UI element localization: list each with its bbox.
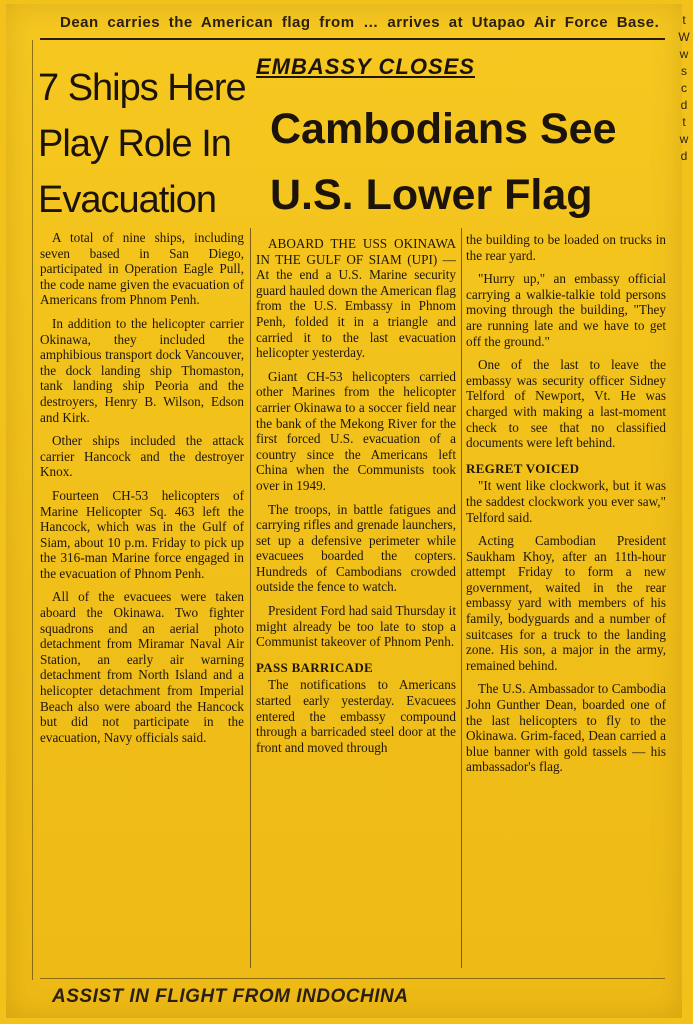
bottom-rule [40, 978, 665, 979]
edge-letter: t [682, 13, 686, 27]
paragraph: Giant CH-53 helicopters carried other Marines from the helicopter carrier Okinawa to a soccer field near the bank of the Mekong River for the first forced U.S. evacuation of a country since the Americans left China when the Communists took over in 1949. [256, 368, 456, 493]
paragraph: All of the evacuees were taken aboard the Okinawa. Two fighter squadrons and an aerial photo detachment from Miramar Naval Air Station, an early air warning detachment from North Island and a helicopter detachment from Imperial Beach also were aboard the Hancock but did not participate in the evacuation, Navy officials said. [40, 589, 244, 745]
subheading: PASS BARRICADE [256, 659, 374, 675]
left-margin-rule [32, 40, 33, 980]
edge-letter: c [681, 81, 687, 95]
paragraph: A total of nine ships, including seven based in San Diego, participated in Operation Eagle Pull, the code name given the evacuation of Americans from Phnom Penh. [40, 230, 244, 308]
column-divider-1 [250, 228, 251, 968]
paragraph: The U.S. Ambassador to Cambodia John Gunther Dean, boarded one of the last helicopters to fly to the Okinawa. Grim-faced, Dean carried a blue banner with gold tassels — his ambassador's flag. [466, 681, 666, 775]
edge-letter: w [679, 47, 689, 61]
paragraph: Fourteen CH-53 helicopters of Marine Helicopter Sq. 463 left the Hancock, which was in the Gulf of Siam, about 10 p.m. Friday to pick up the 316-man Marine force engaged in the evacuation of Phnom Penh. [40, 487, 244, 581]
edge-letter: d [680, 149, 688, 163]
side-headline-line: Play Role In [38, 123, 231, 165]
paragraph: The troops, in battle fatigues and carrying rifles and grenade launchers, set up a defensive perimeter while evacuees boarded the copters. Hundreds of Cambodians crowded outside the fence to watch. [256, 501, 456, 595]
side-headline-line: 7 Ships Here [38, 67, 246, 109]
paragraph: One of the last to leave the embassy was security officer Sidney Telford of Newport, Vt. He was charged with making a last-moment check to see that no classified documents were left behind. [466, 357, 666, 451]
main-headline-line: Cambodians See [270, 105, 617, 153]
article-column-2 [256, 236, 456, 763]
paragraph: "It went like clockwork, but it was the saddest clockwork you ever saw," Telford said. [466, 478, 666, 525]
edge-letter: t [682, 115, 686, 129]
photo-caption-fragment: Dean carries the American flag from … arrives at Utapao Air Force Base. [60, 14, 660, 31]
subheading: REGRET VOICED [466, 460, 580, 476]
article-column-1 [40, 230, 244, 753]
edge-letter: w [679, 132, 689, 146]
edge-letter: d [680, 98, 688, 112]
side-headline [38, 60, 248, 228]
bottom-headline-fragment: ASSIST IN FLIGHT FROM INDOCHINA [52, 986, 409, 1007]
adjacent-column-fragment [676, 12, 692, 165]
edge-letter: W [678, 30, 690, 44]
main-headline [270, 96, 670, 228]
paragraph: Other ships included the attack carrier Hancock and the destroyer Knox. [40, 433, 244, 480]
edge-letter: s [681, 64, 687, 78]
paragraph: the building to be loaded on trucks in the rear yard. [466, 232, 666, 263]
paragraph: Acting Cambodian President Saukham Khoy, after an 11th-hour attempt Friday to form a new government, waited in the rear embassy yard with members of his family, bodyguards and a number of suitcases for a truck to the landing zone. His son, a major in the army, remained behind. [466, 533, 666, 673]
article-column-3 [466, 232, 666, 783]
side-headline-line: Evacuation [38, 179, 217, 221]
paragraph: "Hurry up," an embassy official carrying a walkie-talkie told persons moving through the building, "They are running late and we have to get off the ground." [466, 271, 666, 349]
paragraph: ABOARD THE USS OKINAWA IN THE GULF OF SIAM (UPI) — At the end a U.S. Marine security guard hauled down the American flag from the U.S. Embassy in Phnom Penh, folded it in a triangle and carried it to the last evacuation helicopter yesterday. [256, 236, 456, 361]
top-rule [40, 38, 665, 40]
paragraph: The notifications to Americans started early yesterday. Evacuees entered the embassy compound through a barricaded steel door at the front and moved through [256, 677, 456, 755]
kicker-headline: EMBASSY CLOSES [256, 54, 475, 79]
paragraph: In addition to the helicopter carrier Okinawa, they included the amphibious transport dock Vancouver, the dock landing ship Thomaston, tank landing ship Peoria and the destroyers, Henry B. Wilson, Edson and Kirk. [40, 315, 244, 425]
column-divider-2 [461, 228, 462, 968]
main-headline-line: U.S. Lower Flag [270, 171, 593, 219]
paragraph: President Ford had said Thursday it might already be too late to stop a Communist takeover of Phnom Penh. [256, 603, 456, 650]
